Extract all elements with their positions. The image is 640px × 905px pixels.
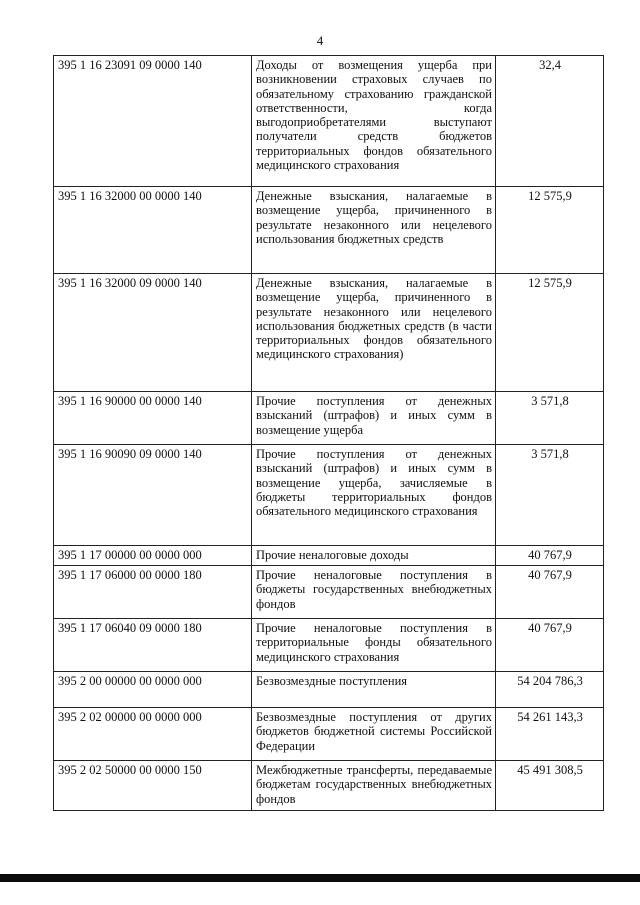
item-amount: 40 767,9 [496, 566, 604, 619]
item-amount: 3 571,8 [496, 445, 604, 546]
item-name: Денежные взыскания, налагаемые в возмещение ущерба, причиненного в результате незаконного или нецелевого использования бюджетных средств [252, 187, 496, 274]
item-amount: 3 571,8 [496, 392, 604, 445]
table-row [54, 445, 604, 546]
item-amount: 40 767,9 [496, 619, 604, 672]
table-row [54, 566, 604, 619]
item-name: Доходы от возмещения ущерба при возникновении страховых случаев по обязательному страхованию гражданской ответственности, когда выгодоприобретателями выступают получатели средств бюджетов территориальных фондов обязательного медицинского страхования [252, 56, 496, 187]
item-amount: 40 767,9 [496, 546, 604, 566]
item-amount: 45 491 308,5 [496, 761, 604, 811]
page-number: 4 [316, 33, 324, 48]
item-name: Межбюджетные трансферты, передаваемые бюджетам государственных внебюджетных фондов [252, 761, 496, 811]
table-row [54, 187, 604, 274]
item-name: Безвозмездные поступления [252, 672, 496, 708]
item-amount: 12 575,9 [496, 274, 604, 392]
page-edge-bar [0, 874, 640, 882]
item-name: Прочие неналоговые поступления в территориальные фонды обязательного медицинского страхования [252, 619, 496, 672]
budget-table [53, 55, 604, 811]
budget-code: 395 1 17 00000 00 0000 000 [54, 546, 252, 566]
item-name: Прочие поступления от денежных взысканий (штрафов) и иных сумм в возмещение ущерба [252, 392, 496, 445]
item-name: Прочие неналоговые поступления в бюджеты государственных внебюджетных фондов [252, 566, 496, 619]
budget-code: 395 2 02 50000 00 0000 150 [54, 761, 252, 811]
table-row [54, 392, 604, 445]
table-row [54, 761, 604, 811]
budget-code: 395 1 16 90000 00 0000 140 [54, 392, 252, 445]
item-amount: 12 575,9 [496, 187, 604, 274]
budget-code: 395 1 17 06000 00 0000 180 [54, 566, 252, 619]
budget-code: 395 1 17 06040 09 0000 180 [54, 619, 252, 672]
table-row [54, 546, 604, 566]
budget-code: 395 2 02 00000 00 0000 000 [54, 708, 252, 761]
budget-code: 395 1 16 23091 09 0000 140 [54, 56, 252, 187]
table-row [54, 708, 604, 761]
budget-code: 395 2 00 00000 00 0000 000 [54, 672, 252, 708]
item-name: Прочие поступления от денежных взысканий (штрафов) и иных сумм в возмещение ущерба, зачисляемые в бюджеты территориальных фондов обязательного медицинского страхования [252, 445, 496, 546]
table-row [54, 619, 604, 672]
item-name: Денежные взыскания, налагаемые в возмещение ущерба, причиненного в результате незаконного или нецелевого использования бюджетных средств (в части территориальных фондов обязательного медицинского страхования) [252, 274, 496, 392]
item-amount: 54 261 143,3 [496, 708, 604, 761]
table-row [54, 274, 604, 392]
table-row [54, 56, 604, 187]
item-amount: 32,4 [496, 56, 604, 187]
budget-code: 395 1 16 90090 09 0000 140 [54, 445, 252, 546]
item-name: Прочие неналоговые доходы [252, 546, 496, 566]
table-row [54, 672, 604, 708]
item-name: Безвозмездные поступления от других бюджетов бюджетной системы Российской Федерации [252, 708, 496, 761]
budget-code: 395 1 16 32000 00 0000 140 [54, 187, 252, 274]
budget-code: 395 1 16 32000 09 0000 140 [54, 274, 252, 392]
item-amount: 54 204 786,3 [496, 672, 604, 708]
